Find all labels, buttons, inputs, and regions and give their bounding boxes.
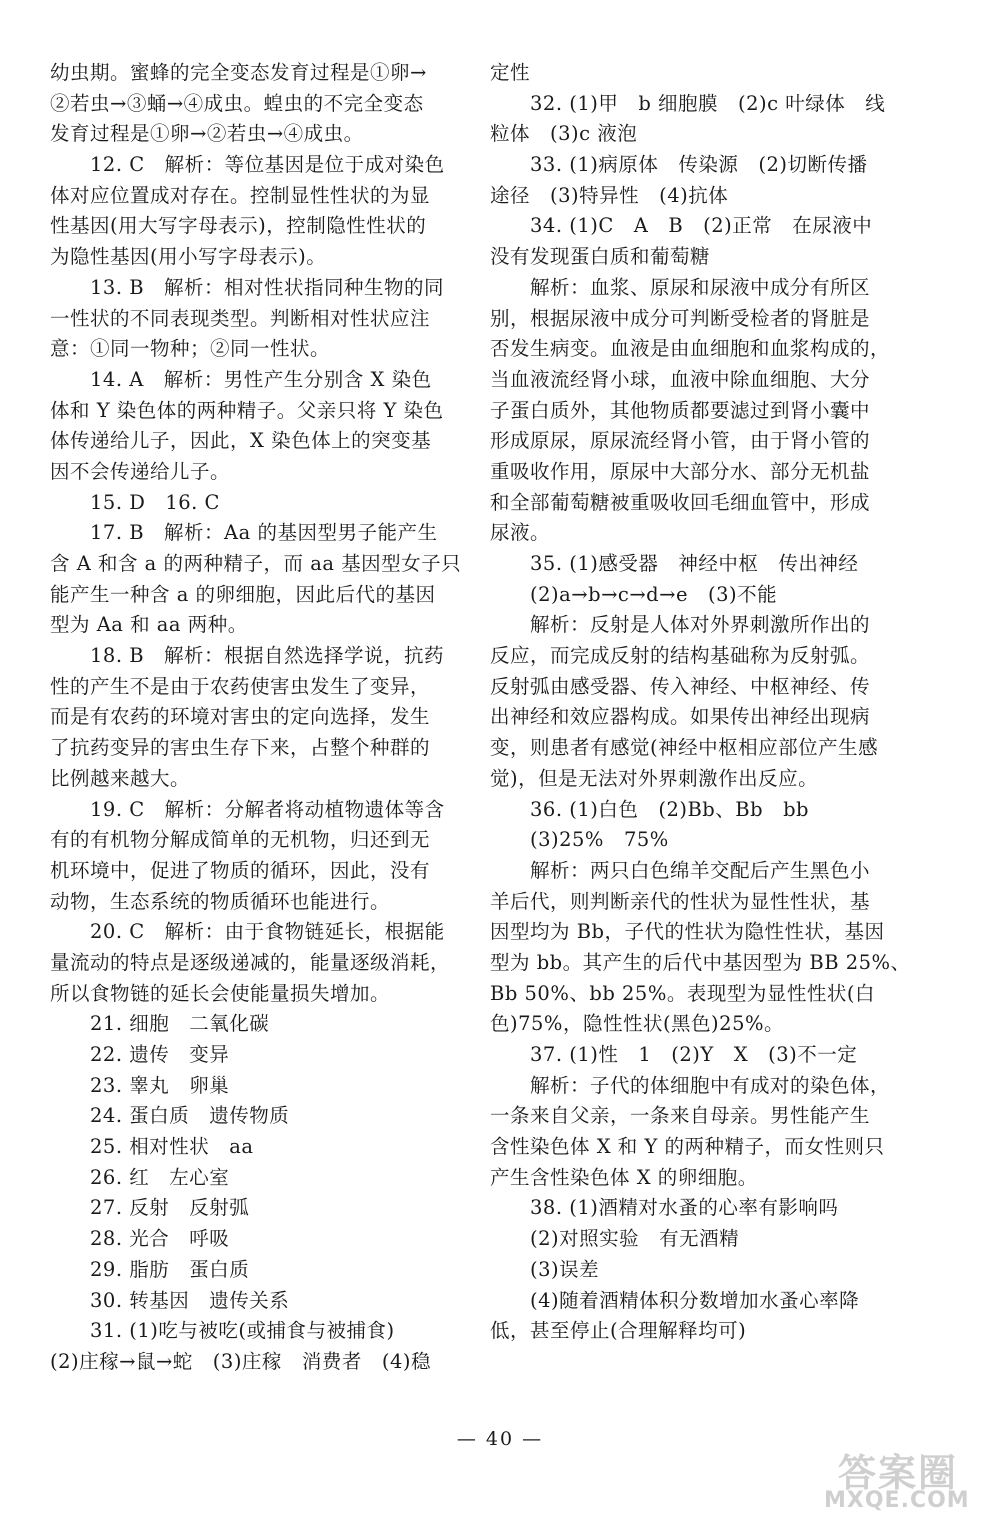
left-text-line: 因不会传递给儿子。 bbox=[50, 459, 231, 483]
right-text-line: 反射弧由感受器、传入神经、中枢神经、传 bbox=[490, 674, 871, 698]
left-text-line: 性的产生不是由于农药使害虫发生了变异， bbox=[50, 674, 431, 698]
left-text-line: 而是有农药的环境对害虫的定向选择，发生 bbox=[50, 705, 431, 729]
right-text-line: 变，则患者有感觉(神经中枢相应部位产生感 bbox=[490, 736, 879, 760]
right-text-line: 33. (1)病原体 传染源 (2)切断传播 bbox=[530, 153, 868, 177]
right-text-line: (4)随着酒精体积分数增加水蚤心率降 bbox=[530, 1288, 860, 1312]
right-text-line: 子蛋白质外，其他物质都要滤过到肾小囊中 bbox=[490, 398, 871, 422]
watermark-bottom: MXQE.COM bbox=[824, 1488, 970, 1513]
right-text-line: 37. (1)性 1 (2)Y X (3)不一定 bbox=[530, 1043, 858, 1066]
right-text-line: 解析：反射是人体对外界刺激所作出的 bbox=[530, 613, 871, 637]
left-text-line: 体传递给儿子，因此，X 染色体上的突变基 bbox=[50, 429, 432, 453]
left-text-line: 29. 脂肪 蛋白质 bbox=[90, 1257, 250, 1281]
watermark-top: 答案圈 bbox=[838, 1451, 959, 1495]
right-text-line: (3)误差 bbox=[530, 1257, 600, 1281]
right-text-line: 34. (1)C A B (2)正常 在尿液中 bbox=[530, 214, 873, 238]
left-text-line: 21. 细胞 二氧化碳 bbox=[90, 1012, 270, 1036]
right-text-line: 形成原尿，原尿流经肾小管，由于肾小管的 bbox=[490, 429, 871, 453]
left-text-line: 意：①同一物种；②同一性状。 bbox=[50, 337, 331, 361]
left-text-line: 了抗药变异的害虫生存下来，占整个种群的 bbox=[50, 736, 431, 760]
left-text-line: 为隐性基因(用小写字母表示)。 bbox=[50, 245, 327, 269]
left-text-line: 30. 转基因 遗传关系 bbox=[90, 1288, 290, 1312]
right-text-line: 35. (1)感受器 神经中枢 传出神经 bbox=[530, 552, 859, 575]
left-text-line: 能产生一种含 a 的卵细胞，因此后代的基因 bbox=[50, 582, 436, 606]
right-text-line: 途径 (3)特异性 (4)抗体 bbox=[490, 183, 729, 207]
left-text-line: 27. 反射 反射弧 bbox=[90, 1196, 250, 1220]
left-text-line: 动物，生态系统的物质循环也能进行。 bbox=[50, 889, 391, 913]
right-text-line: 当血液流经肾小球，血液中除血细胞、大分 bbox=[490, 367, 871, 391]
right-text-line: 低，甚至停止(合理解释均可) bbox=[490, 1319, 747, 1343]
right-text-line: 定性 bbox=[490, 61, 531, 84]
right-text-line: (3)25% 75% bbox=[530, 828, 669, 852]
left-text-line: 机环境中，促进了物质的循环，因此，没有 bbox=[50, 858, 431, 882]
right-column bbox=[490, 58, 910, 1347]
watermark-logo bbox=[820, 1440, 990, 1520]
right-text-line: 粒体 (3)c 液泡 bbox=[490, 122, 638, 146]
left-text-line: 体对应位置成对存在。控制显性性状的为显 bbox=[50, 183, 431, 207]
right-text-line: 反应，而完成反射的结构基础称为反射弧。 bbox=[490, 644, 871, 668]
left-text-line: 型为 Aa 和 aa 两种。 bbox=[50, 613, 248, 637]
right-text-line: 别，根据尿液中成分可判断受检者的肾脏是 bbox=[490, 306, 871, 330]
left-text-line: 含 A 和含 a 的两种精子，而 aa 基因型女子只 bbox=[50, 552, 462, 575]
left-text-line: 26. 红 左心室 bbox=[90, 1165, 230, 1189]
right-text-line: 觉)，但是无法对外界刺激作出反应。 bbox=[490, 766, 819, 790]
right-text-line: 尿液。 bbox=[490, 521, 551, 545]
left-text-line: 31. (1)吃与被吃(或捕食与被捕食) bbox=[90, 1319, 395, 1343]
right-text-line: (2)对照实验 有无酒精 bbox=[530, 1227, 740, 1251]
right-text-line: 和全部葡萄糖被重吸收回毛细血管中，形成 bbox=[490, 490, 871, 514]
left-text-line: 所以食物链的延长会使能量损失增加。 bbox=[50, 981, 391, 1005]
right-text-line: 解析：血浆、原尿和尿液中成分有所区 bbox=[530, 275, 871, 299]
left-text-line: 性基因(用大写字母表示)，控制隐性性状的 bbox=[50, 214, 427, 238]
left-text-line: 22. 遗传 变异 bbox=[90, 1043, 230, 1066]
left-text-line: 13. B 解析：相对性状指同种生物的同 bbox=[90, 275, 445, 299]
left-text-line: 一性状的不同表现类型。判断相对性状应注 bbox=[50, 306, 431, 330]
right-text-line: 出神经和效应器构成。如果传出神经出现病 bbox=[490, 705, 871, 729]
right-text-line: 型为 bb。其产生的后代中基因型为 BB 25%、 bbox=[490, 950, 911, 974]
left-text-line: 幼虫期。蜜蜂的完全变态发育过程是①卵→ bbox=[50, 61, 427, 84]
right-text-line: 因型均为 Bb，子代的性状为隐性性状，基因 bbox=[490, 920, 885, 944]
left-column bbox=[50, 58, 470, 1378]
left-text-line: 14. A 解析：男性产生分别含 X 染色 bbox=[90, 367, 432, 391]
left-text-line: 12. C 解析：等位基因是位于成对染色 bbox=[90, 153, 445, 177]
left-text-line: 24. 蛋白质 遗传物质 bbox=[90, 1104, 290, 1128]
right-text-line: 含性染色体 X 和 Y 的两种精子，而女性则只 bbox=[490, 1135, 885, 1159]
page-number: — 40 — bbox=[456, 1428, 544, 1450]
left-text-line: 体和 Y 染色体的两种精子。父亲只将 Y 染色 bbox=[50, 398, 444, 422]
right-text-line: 解析：两只白色绵羊交配后产生黑色小 bbox=[530, 858, 871, 882]
left-text-line: 有的有机物分解成简单的无机物，归还到无 bbox=[50, 828, 431, 852]
left-text-line: 15. D 16. C bbox=[90, 490, 220, 514]
right-text-line: 产生含性染色体 X 的卵细胞。 bbox=[490, 1165, 758, 1189]
right-text-line: 一条来自父亲，一条来自母亲。男性能产生 bbox=[490, 1104, 871, 1128]
right-text-line: 解析：子代的体细胞中有成对的染色体， bbox=[530, 1073, 891, 1097]
right-text-line: 38. (1)酒精对水蚤的心率有影响吗 bbox=[530, 1196, 839, 1220]
right-text-line: 羊后代，则判断亲代的性状为显性性状，基 bbox=[490, 889, 871, 913]
left-text-line: 28. 光合 呼吸 bbox=[90, 1227, 230, 1251]
left-text-line: 量流动的特点是逐级递减的，能量逐级消耗， bbox=[50, 950, 451, 974]
right-text-line: 重吸收作用，原尿中大部分水、部分无机盐 bbox=[490, 459, 871, 483]
right-text-line: (2)a→b→c→d→e (3)不能 bbox=[530, 582, 778, 606]
left-text-line: 19. C 解析：分解者将动植物遗体等含 bbox=[90, 797, 445, 821]
right-text-line: 色)75%，隐性性状(黑色)25%。 bbox=[490, 1012, 785, 1036]
left-text-line: 发育过程是①卵→②若虫→④成虫。 bbox=[50, 122, 364, 146]
left-text-line: 25. 相对性状 aa bbox=[90, 1135, 254, 1159]
right-text-line: 否发生病变。血液是由血细胞和血浆构成的， bbox=[490, 337, 891, 361]
right-text-line: 36. (1)白色 (2)Bb、Bb bb bbox=[530, 797, 810, 821]
left-text-line: 20. C 解析：由于食物链延长，根据能 bbox=[90, 920, 445, 944]
left-text-line: ②若虫→③蛹→④成虫。蝗虫的不完全变态 bbox=[50, 91, 424, 115]
right-text-line: 32. (1)甲 b 细胞膜 (2)c 叶绿体 线 bbox=[530, 91, 886, 115]
right-text-line: Bb 50%、bb 25%。表现型为显性性状(白 bbox=[490, 981, 875, 1005]
left-text-line: 23. 睾丸 卵巢 bbox=[90, 1073, 230, 1097]
left-text-line: (2)庄稼→鼠→蛇 (3)庄稼 消费者 (4)稳 bbox=[50, 1349, 432, 1373]
left-text-line: 比例越来越大。 bbox=[50, 766, 191, 790]
left-text-line: 17. B 解析：Aa 的基因型男子能产生 bbox=[90, 521, 438, 545]
left-text-line: 18. B 解析：根据自然选择学说，抗药 bbox=[90, 644, 445, 668]
right-text-line: 没有发现蛋白质和葡萄糖 bbox=[490, 245, 711, 269]
